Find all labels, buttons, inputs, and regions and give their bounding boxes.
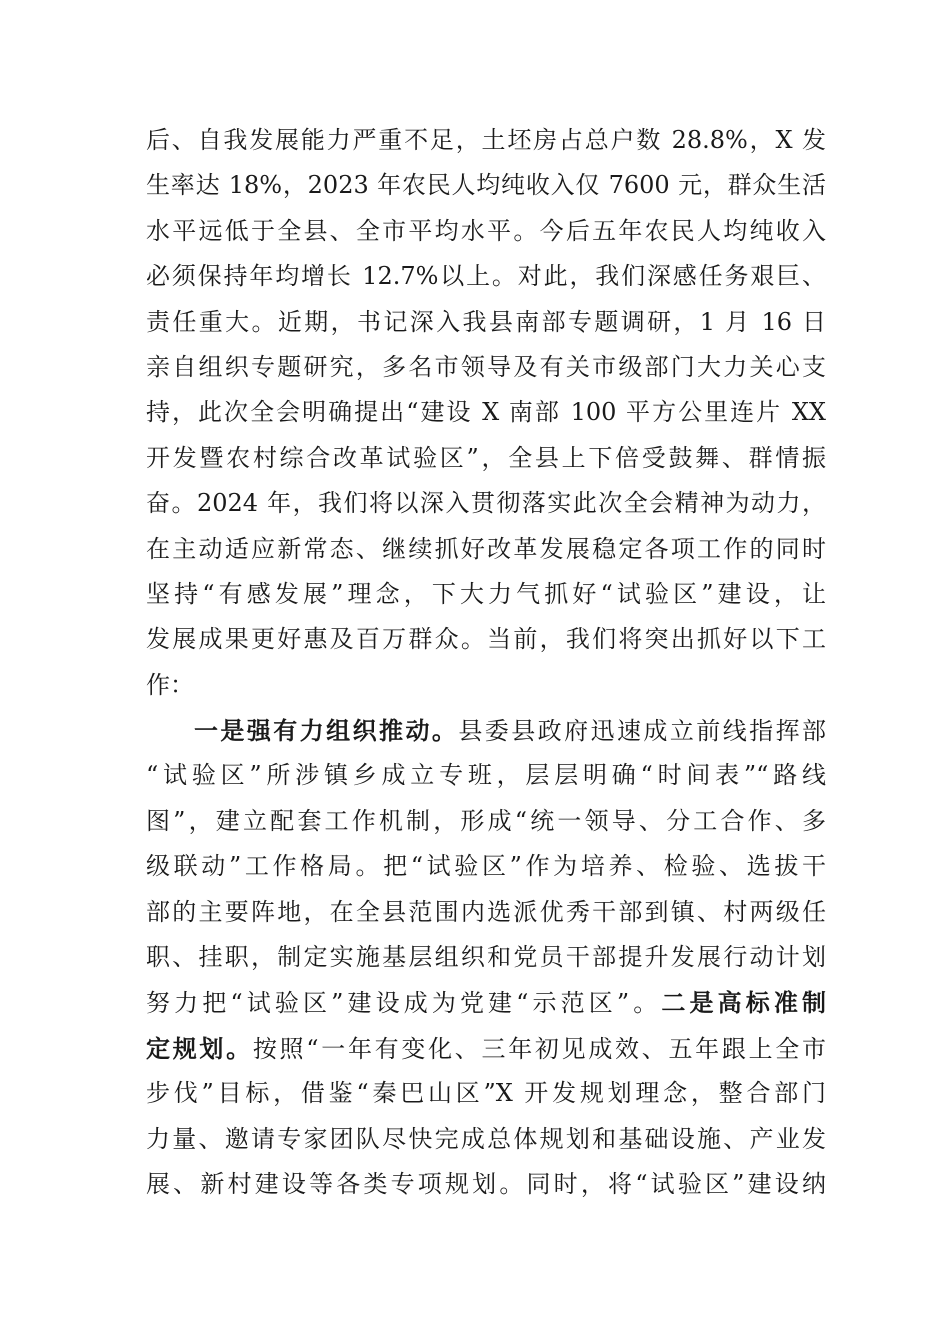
text-line: 部的主要阵地，在全县范围内选派优秀干部到镇、村两级任	[146, 897, 826, 926]
text-line: 持，此次全会明确提出“建设 X 南部 100 平方公里连片 XX	[146, 398, 826, 427]
text-line: 后、自我发展能力严重不足，土坯房占总户数 28.8%，X 发	[146, 126, 826, 154]
text-line: 开发暨农村综合改革试验区”，全县上下倍受鼓舞、群情振	[146, 443, 826, 472]
text-line: 级联动”工作格局。把“试验区”作为培养、检验、选拔干	[146, 852, 826, 881]
text-line: 步伐”目标，借鉴“秦巴山区”X 开发规划理念，整合部门	[146, 1079, 826, 1108]
heading-two-start: 二是高标准制	[661, 988, 827, 1018]
text-line: 奋。2024 年，我们将以深入贯彻落实此次全会精神为动力，	[146, 489, 826, 518]
text-line: 亲自组织专题研究，多名市领导及有关市级部门大力关心支	[146, 352, 826, 381]
heading-two-end: 定规划。	[146, 1033, 253, 1063]
text-line: 坚持“有感发展”理念，下大力气抓好“试验区”建设，让	[146, 579, 826, 608]
text-line-mixed	[146, 980, 826, 1025]
body-text	[146, 118, 826, 1207]
text-line: 作：	[146, 670, 194, 699]
text-line-mixed	[146, 1026, 826, 1071]
text-line: 水平远低于全县、全市平均水平。今后五年农民人均纯收入	[146, 216, 826, 245]
text-line: 图”，建立配套工作机制，形成“统一领导、分工合作、多	[146, 806, 826, 835]
text-line: 力量、邀请专家团队尽快完成总体规划和基础设施、产业发	[146, 1124, 826, 1153]
heading-one: 一是强有力组织推动。	[194, 716, 459, 746]
text-line: 必须保持年均增长 12.7%以上。对此，我们深感任务艰巨、	[146, 262, 826, 291]
text-span: 努力把“试验区”建设成为党建“示范区”。	[146, 989, 662, 1018]
text-line: 在主动适应新常态、继续抓好改革发展稳定各项工作的同时	[146, 534, 826, 563]
text-line: “试验区”所涉镇乡成立专班，层层明确“时间表”“路线	[146, 761, 826, 790]
text-line: 职、挂职，制定实施基层组织和党员干部提升发展行动计划	[146, 943, 826, 972]
text-line: 发展成果更好惠及百万群众。当前，我们将突出抓好以下工	[146, 625, 826, 654]
text-span: 按照“一年有变化、三年初见成效、五年跟上全市	[252, 1034, 826, 1063]
text-span: 县委县政府迅速成立前线指挥部	[458, 717, 827, 746]
paragraph-first-line	[146, 708, 826, 753]
text-line: 生率达 18%，2023 年农民人均纯收入仅 7600 元，群众生活	[146, 171, 826, 200]
text-line: 责任重大。近期，书记深入我县南部专题调研，1 月 16 日	[146, 307, 826, 336]
text-line: 展、新村建设等各类专项规划。同时，将“试验区”建设纳	[146, 1169, 826, 1198]
